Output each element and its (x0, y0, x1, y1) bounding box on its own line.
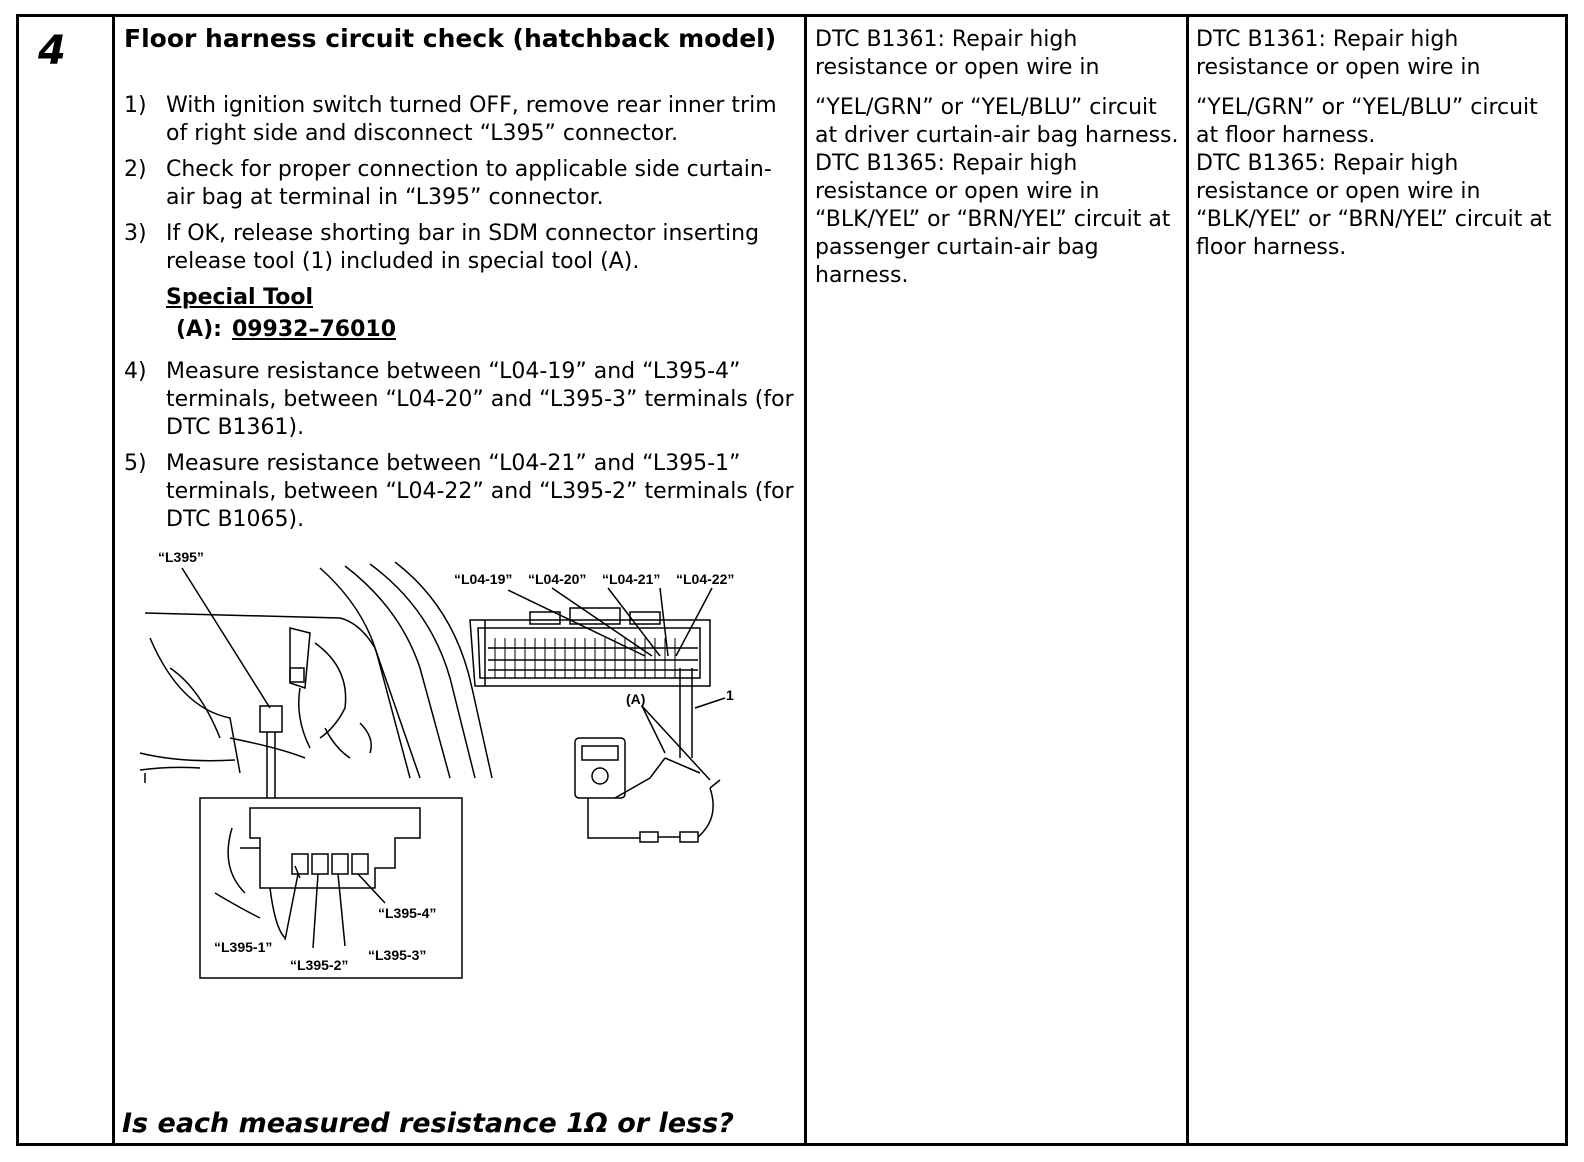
procedure-step: 1) With ignition switch turned OFF, remove rear inner trim of right side and disconnect “L395” connector. (124, 93, 777, 146)
special-tool-label: (A): (176, 317, 222, 342)
terminal-label: “L395-3” (368, 947, 427, 963)
procedure-step: 3) If OK, release shorting bar in SDM connector inserting release tool (1) included in special tool (A). (124, 221, 760, 274)
release-tool-callout: 1 (726, 687, 734, 703)
wiring-diagram (120, 548, 780, 1008)
procedure-list (124, 92, 794, 542)
step-number: 4 (38, 28, 66, 74)
procedure-step: 2) Check for proper connection to applicable side curtain-air bag at terminal in “L395” connector. (124, 157, 772, 210)
no-result-column (1196, 26, 1558, 262)
column-divider (1186, 14, 1189, 1146)
sdm-terminal-label: “L04-20” (528, 571, 587, 587)
yes-result-column (815, 26, 1185, 290)
special-tool-line (176, 316, 794, 344)
special-tool-callout: (A) (626, 691, 646, 707)
sdm-terminal-label: “L04-21” (602, 571, 661, 587)
no-result-text: DTC B1361: Repair high resistance or open wire in (1196, 27, 1481, 80)
special-tool-heading: Special Tool (166, 285, 313, 310)
sdm-terminal-label: “L04-22” (676, 571, 735, 587)
sdm-terminal-label: “L04-19” (454, 571, 513, 587)
no-result-text: “YEL/GRN” or “YEL/BLU” circuit at floor harness. (1196, 95, 1538, 148)
terminal-label: “L395-2” (290, 957, 349, 973)
yes-result-text: “YEL/GRN” or “YEL/BLU” circuit at driver curtain-air bag harness. (815, 95, 1179, 148)
terminal-label: “L395-4” (378, 905, 437, 921)
connector-label: “L395” (158, 549, 204, 565)
terminal-label: “L395-1” (214, 939, 273, 955)
column-divider (804, 14, 807, 1146)
yes-result-text: DTC B1365: Repair high resistance or open wire in “BLK/YEL” or “BRN/YEL” circuit at passenger curtain-air bag harness. (815, 151, 1171, 288)
yes-result-text: DTC B1361: Repair high resistance or open wire in (815, 27, 1100, 80)
procedure-step: 5) Measure resistance between “L04-21” and “L395-1” terminals, between “L04-22” and “L395-2” terminals (for DTC B1065). (124, 451, 794, 532)
step-title: Floor harness circuit check (hatchback model) (124, 24, 777, 53)
special-tool-code: 09932–76010 (231, 317, 397, 342)
no-result-text: DTC B1365: Repair high resistance or open wire in “BLK/YEL” or “BRN/YEL” circuit at floor harness. (1196, 151, 1552, 260)
procedure-step: 4) Measure resistance between “L04-19” and “L395-4” terminals, between “L04-20” and “L395-3” terminals (for DTC B1361). (124, 359, 794, 440)
check-question: Is each measured resistance 1Ω or less? (122, 1108, 734, 1139)
column-divider (112, 14, 115, 1146)
